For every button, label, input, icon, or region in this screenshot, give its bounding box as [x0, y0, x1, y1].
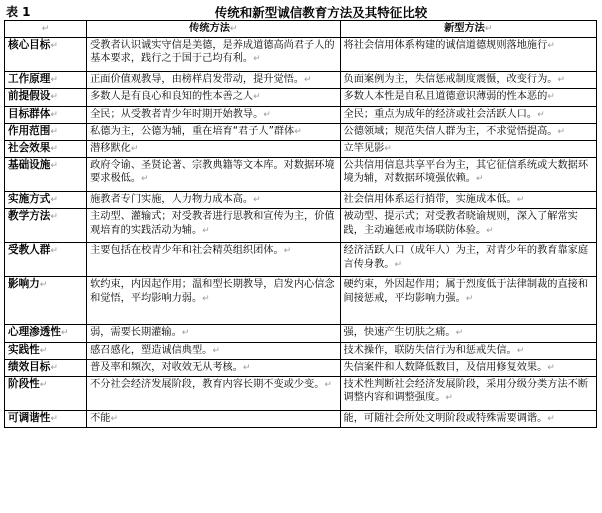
row-label-text: 心理渗透性	[8, 326, 61, 339]
row-label-text: 教学方法	[8, 210, 51, 223]
row-label-text: 受教人群	[8, 244, 51, 257]
traditional-cell: 正面价值观教导，由榜样启发带动，提升觉悟。↵	[87, 72, 340, 89]
table-body	[5, 38, 597, 428]
row-label-text: 工作原理	[8, 73, 51, 86]
traditional-cell-text: 政府令谕、圣贤论著、宗教典籍等文本库。对数据环境要求极低。	[90, 160, 335, 185]
traditional-cell: 主动型、灌输式；对受教者进行思教和宣传为主，价值观培育的实践活动为辅。↵	[87, 209, 340, 243]
row-label: 工作原理↵	[5, 72, 87, 89]
modern-cell: 社会信用体系运行捎带，实施成本低。↵	[340, 192, 596, 209]
traditional-cell-text: 正面价值观教导，由榜样启发带动，提升觉悟。	[90, 74, 305, 86]
row-label: 核心目标↵	[5, 38, 87, 72]
row-label: 心理渗透性↵	[5, 325, 87, 342]
traditional-cell: 受教者认识诚实守信是美德，是养成道德高尚君子人的基本要求，践行之于国于己均有利。↵	[87, 38, 340, 72]
table-row	[5, 325, 597, 342]
table-row	[5, 72, 597, 89]
traditional-cell: 私德为主，公德为辅，重在培育“君子人”群体↵	[87, 123, 340, 140]
modern-cell-text: 被动型、提示式；对受教者晓谕规则，深入了解常实践，主动遍惩戒市场联防体验。	[343, 211, 578, 236]
modern-cell: 多数人本性是自私且道德意识薄弱的性本恶的↵	[340, 89, 596, 106]
row-label-text: 实践性	[8, 343, 40, 356]
traditional-cell-text: 不能	[90, 413, 111, 425]
traditional-cell-text: 感召感化，塑造诚信典型。	[90, 344, 213, 356]
modern-cell-text: 硬约束，外因起作用；属于烈度低于法律制裁的直接和间接惩戒，平均影响力强。	[343, 279, 589, 304]
modern-cell: 将社会信用体系构建的诚信道德规则落地施行↵	[340, 38, 596, 72]
row-label-text: 可调谐性	[8, 412, 51, 425]
table-row	[5, 377, 597, 411]
row-label: 阶段性↵	[5, 377, 87, 411]
row-label: 基础设施↵	[5, 158, 87, 192]
modern-cell-text: 多数人本性是自私且道德意识薄弱的性本恶的	[343, 91, 548, 103]
row-label-text: 社会效果	[8, 142, 51, 155]
table-row	[5, 243, 597, 277]
table-row	[5, 411, 597, 428]
row-label-text: 绩效目标	[8, 360, 51, 373]
traditional-cell: 感召感化，塑造诚信典型。↵	[87, 342, 340, 359]
table-row	[5, 209, 597, 243]
header-cell-traditional: 传统方法↵	[87, 21, 340, 38]
modern-cell: 失信案件和人数降低数目，及信用修复效果。↵	[340, 359, 596, 376]
row-label-text: 目标群体	[8, 107, 51, 120]
header-cell-blank: ↵	[5, 21, 87, 38]
table-header-row	[5, 21, 597, 38]
modern-cell-text: 强，快速产生切肤之痛。	[343, 327, 456, 339]
row-label: 影响力↵	[5, 277, 87, 325]
row-label: 绩效目标↵	[5, 359, 87, 376]
traditional-cell-text: 软约束，内因起作用；温和型长期教导，启发内心信念和觉悟，平均影响力弱。	[90, 279, 335, 304]
row-label: 目标群体↵	[5, 106, 87, 123]
traditional-cell: 普及率和频次，对收效无从考核。↵	[87, 359, 340, 376]
modern-cell: 技术操作，联防失信行为和惩戒失信。↵	[340, 342, 596, 359]
traditional-cell: 施教者专门实施，人力物力成本高。↵	[87, 192, 340, 209]
traditional-cell-text: 全民；从受教者青少年时期开始教导。	[90, 108, 264, 120]
traditional-cell: 不分社会经济发展阶段，教育内容长期不变或少变。↵	[87, 377, 340, 411]
table-label: 表 1	[6, 5, 31, 19]
table-row	[5, 89, 597, 106]
traditional-cell-text: 受教者认识诚实守信是美德，是养成道德高尚君子人的基本要求，践行之于国于己均有利。	[90, 40, 335, 65]
traditional-cell-text: 主动型、灌输式；对受教者进行思教和宣传为主，价值观培育的实践活动为辅。	[90, 211, 335, 236]
traditional-cell: 软约束，内因起作用；温和型长期教导，启发内心信念和觉悟，平均影响力弱。↵	[87, 277, 340, 325]
row-label: 教学方法↵	[5, 209, 87, 243]
modern-cell-text: 全民；重点为成年的经济或社会活跃人口。	[343, 108, 538, 120]
table-row	[5, 342, 597, 359]
table-row	[5, 158, 597, 192]
traditional-cell: 全民；从受教者青少年时期开始教导。↵	[87, 106, 340, 123]
modern-cell: 技术性判断社会经济发展阶段，采用分级分类方法不断调整内容和调整强度。↵	[340, 377, 596, 411]
table-row	[5, 106, 597, 123]
modern-cell: 经济活跃人口（成年人）为主，对青少年的教育靠家庭言传身教。↵	[340, 243, 596, 277]
traditional-cell-text: 弱，需要长期灌输。	[90, 327, 182, 339]
table-title: 传统和新型诚信教育方法及其特征比较	[214, 5, 428, 20]
traditional-cell-text: 私德为主，公德为辅，重在培育“君子人”群体	[90, 125, 295, 137]
row-label: 实践性↵	[5, 342, 87, 359]
row-label-text: 前提假设	[8, 90, 51, 103]
table-row	[5, 141, 597, 158]
modern-cell: 能，可随社会所处文明阶段或特殊需要调谐。↵	[340, 411, 596, 428]
row-label-text: 基础设施	[8, 159, 51, 172]
modern-cell: 全民；重点为成年的经济或社会活跃人口。↵	[340, 106, 596, 123]
traditional-cell: 弱，需要长期灌输。↵	[87, 325, 340, 342]
table-row	[5, 359, 597, 376]
modern-cell: 公共信用信息共享平台为主，其它征信系统或大数据环境为辅，对数据环境强依赖。↵	[340, 158, 596, 192]
row-label: 前提假设↵	[5, 89, 87, 106]
table-row	[5, 38, 597, 72]
row-label: 社会效果↵	[5, 141, 87, 158]
traditional-cell-text: 施教者专门实施，人力物力成本高。	[90, 194, 254, 206]
row-label: 实施方式↵	[5, 192, 87, 209]
modern-cell-text: 能，可随社会所处文明阶段或特殊需要调谐。	[343, 413, 548, 425]
modern-cell: 公德领域；规范失信人群为主，不求觉悟提高。↵	[340, 123, 596, 140]
traditional-cell-text: 不分社会经济发展阶段，教育内容长期不变或少变。	[90, 379, 325, 391]
modern-cell-text: 负面案例为主，失信惩戒制度震慑，改变行为。	[343, 74, 558, 86]
row-label-text: 阶段性	[8, 378, 40, 391]
title-row	[4, 2, 598, 18]
row-label: 可调谐性↵	[5, 411, 87, 428]
modern-cell-text: 社会信用体系运行捎带，实施成本低。	[343, 194, 517, 206]
traditional-cell: 多数人是有良心和良知的性本善之人↵	[87, 89, 340, 106]
modern-cell: 负面案例为主，失信惩戒制度震慑，改变行为。↵	[340, 72, 596, 89]
traditional-cell-text: 潜移默化	[90, 143, 131, 155]
row-label-text: 核心目标	[8, 39, 51, 52]
modern-cell-text: 将社会信用体系构建的诚信道德规则落地施行	[343, 40, 548, 52]
table-row	[5, 277, 597, 325]
modern-cell-text: 技术操作，联防失信行为和惩戒失信。	[343, 344, 517, 356]
modern-cell: 强，快速产生切肤之痛。↵	[340, 325, 596, 342]
traditional-cell: 潜移默化↵	[87, 141, 340, 158]
traditional-cell: 不能↵	[87, 411, 340, 428]
row-label: 作用范围↵	[5, 123, 87, 140]
row-label: 受教人群↵	[5, 243, 87, 277]
modern-cell-text: 公德领域；规范失信人群为主，不求觉悟提高。	[343, 125, 558, 137]
modern-cell: 立竿见影↵	[340, 141, 596, 158]
header-cell-modern: 新型方法↵	[340, 21, 596, 38]
traditional-cell: 政府令谕、圣贤论著、宗教典籍等文本库。对数据环境要求极低。↵	[87, 158, 340, 192]
modern-cell-text: 立竿见影	[343, 143, 385, 155]
row-label-text: 实施方式	[8, 193, 51, 206]
table-row	[5, 192, 597, 209]
modern-cell: 被动型、提示式；对受教者晓谕规则，深入了解常实践，主动遍惩戒市场联防体验。↵	[340, 209, 596, 243]
traditional-cell: 主要包括在校青少年和社会精英组织团体。↵	[87, 243, 340, 277]
modern-cell: 硬约束，外因起作用；属于烈度低于法律制裁的直接和间接惩戒，平均影响力强。↵	[340, 277, 596, 325]
modern-cell-text: 技术性判断社会经济发展阶段，采用分级分类方法不断调整内容和调整强度。	[343, 379, 589, 404]
modern-cell-text: 失信案件和人数降低数目，及信用修复效果。	[343, 361, 548, 373]
modern-cell-text: 经济活跃人口（成年人）为主，对青少年的教育靠家庭言传身教。	[343, 245, 589, 270]
row-label-text: 作用范围	[8, 124, 51, 137]
traditional-cell-text: 多数人是有良心和良知的性本善之人	[90, 91, 254, 103]
modern-cell-text: 公共信用信息共享平台为主，其它征信系统或大数据环境为辅，对数据环境强依赖。	[343, 160, 589, 185]
traditional-cell-text: 普及率和频次，对收效无从考核。	[90, 361, 243, 373]
traditional-cell-text: 主要包括在校青少年和社会精英组织团体。	[90, 245, 284, 257]
comparison-table	[4, 20, 597, 428]
row-label-text: 影响力	[8, 278, 40, 291]
table-row	[5, 123, 597, 140]
